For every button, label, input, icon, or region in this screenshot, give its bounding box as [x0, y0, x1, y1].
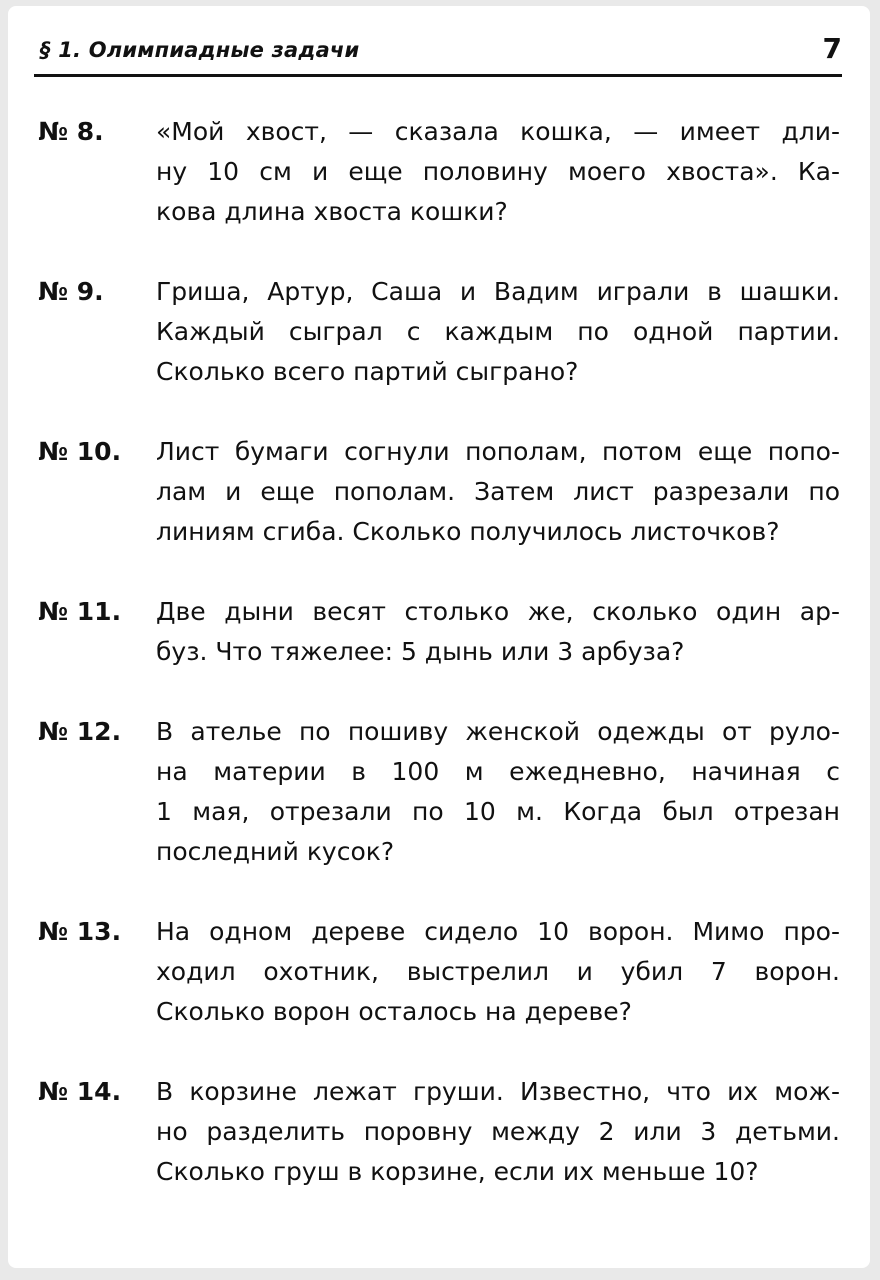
text-line: лам и еще пополам. Затем лист разрезали по: [156, 477, 840, 506]
text-line: «Мой хвост, — сказала кошка, — имеет дли-: [156, 117, 840, 146]
text-line: Сколько груш в корзине, если их меньше 10?: [156, 1157, 759, 1186]
problem-number: № 11.: [38, 597, 122, 626]
problem-text: [156, 112, 840, 232]
text-line: последний кусок?: [156, 837, 395, 866]
problem-number: № 8.: [38, 117, 104, 146]
text-line: но разделить поровну между 2 или 3 детьми.: [156, 1117, 840, 1146]
text-line: Каждый сыграл с каждым по одной партии.: [156, 317, 840, 346]
problem-number: № 10.: [38, 437, 122, 466]
text-line: Сколько всего партий сыграно?: [156, 357, 579, 386]
text-line: Две дыни весят столько же, сколько один ар-: [156, 597, 840, 626]
problem-text: [156, 592, 840, 672]
text-line: В корзине лежат груши. Известно, что их мож-: [156, 1077, 840, 1106]
text-line: буз. Что тяжелее: 5 дынь или 3 арбуза?: [156, 637, 685, 666]
text-line: В ателье по пошиву женской одежды от руло-: [156, 717, 840, 746]
page-number: 7: [822, 32, 842, 65]
problem-text: [156, 1072, 840, 1192]
problem-number: № 14.: [38, 1077, 122, 1106]
text-line: На одном дереве сидело 10 ворон. Мимо про-: [156, 917, 840, 946]
problem-number: № 12.: [38, 717, 122, 746]
problem-text: [156, 432, 840, 552]
problem-number: № 9.: [38, 277, 104, 306]
problem-text: [156, 912, 840, 1032]
text-line: линиям сгиба. Сколько получилось листочков?: [156, 517, 780, 546]
text-line: ходил охотник, выстрелил и убил 7 ворон.: [156, 957, 840, 986]
text-line: 1 мая, отрезали по 10 м. Когда был отрезан: [156, 797, 840, 826]
text-line: на материи в 100 м ежедневно, начиная с: [156, 757, 840, 786]
text-line: ну 10 см и еще половину моего хвоста». Ка-: [156, 157, 840, 186]
problem-text: [156, 272, 840, 392]
problem-text: [156, 712, 840, 872]
book-page: [8, 6, 870, 1268]
text-line: кова длина хвоста кошки?: [156, 197, 508, 226]
text-line: Сколько ворон осталось на дереве?: [156, 997, 632, 1026]
page-header: [34, 30, 842, 77]
problem-number: № 13.: [38, 917, 122, 946]
section-title: § 1. Олимпиадные задачи: [40, 38, 360, 62]
text-line: Лист бумаги согнули пополам, потом еще попо-: [156, 437, 840, 466]
text-line: Гриша, Артур, Саша и Вадим играли в шашки.: [156, 277, 840, 306]
